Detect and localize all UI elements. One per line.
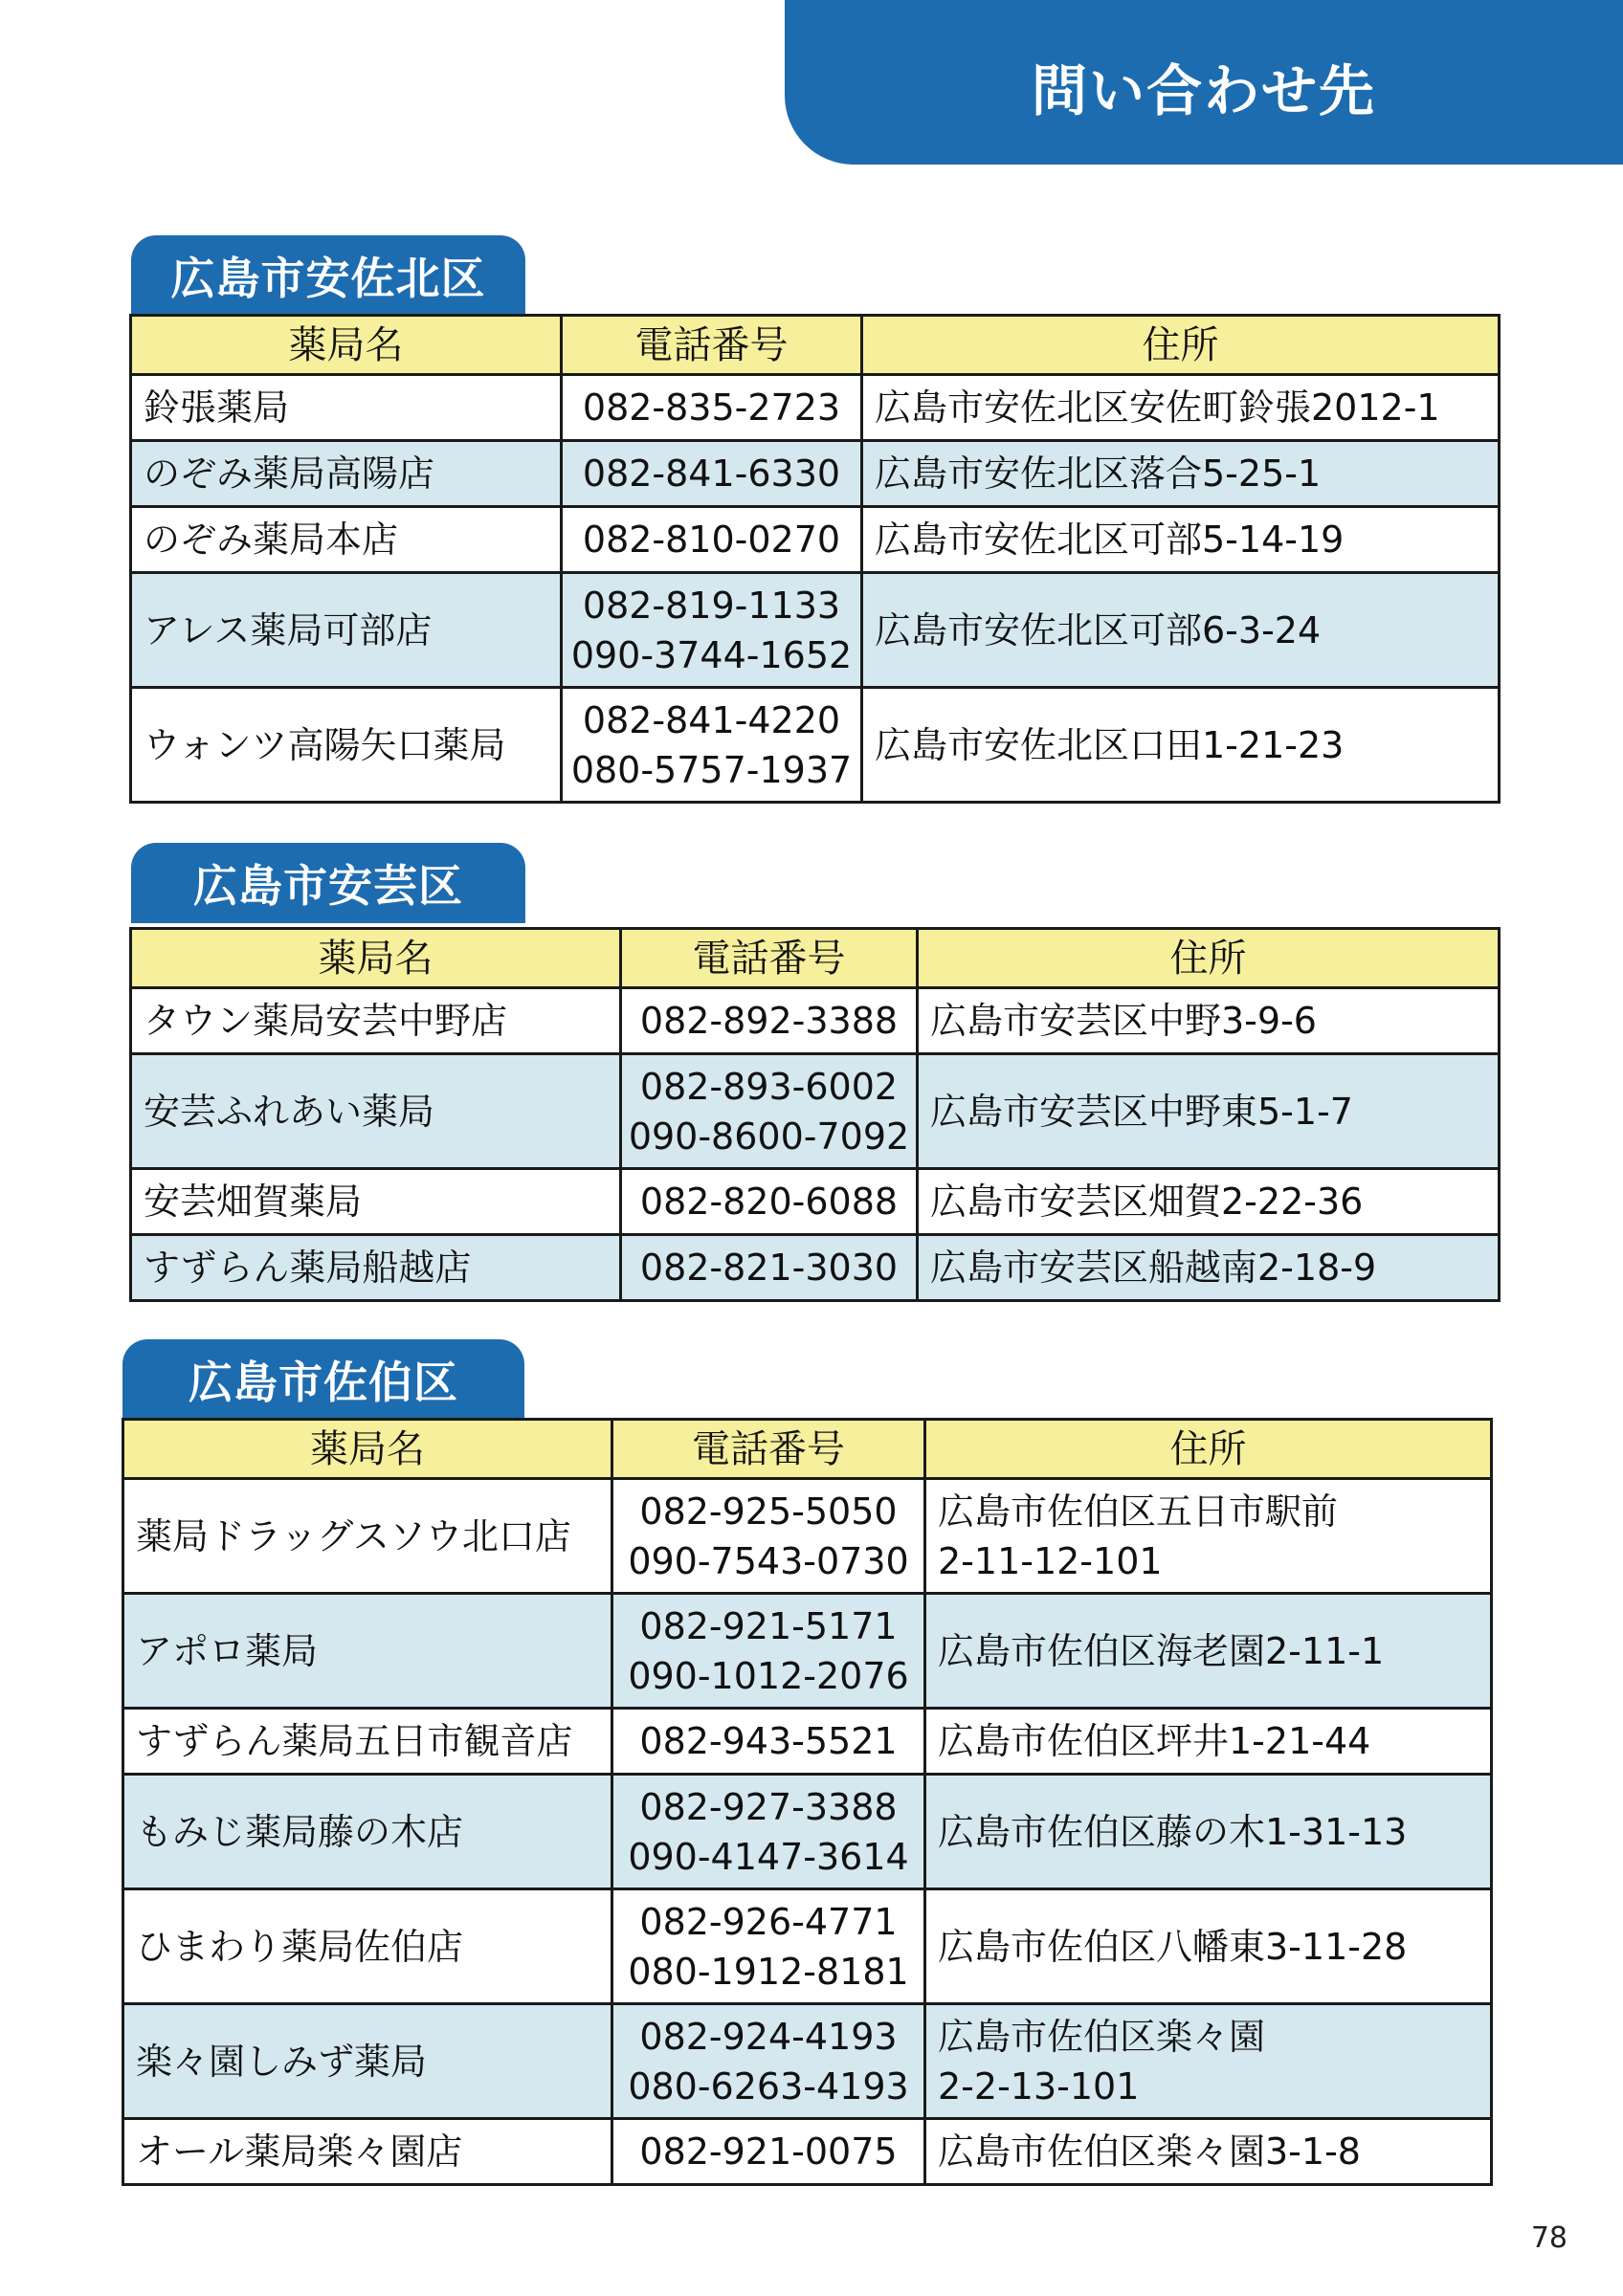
phone-number-cell — [612, 1479, 925, 1594]
phone-number: 082-893-6002 — [639, 1065, 899, 1108]
section-title-aki: 広島市安芸区 — [131, 843, 525, 923]
address-cell: 広島市安芸区中野3-9-6 — [918, 988, 1500, 1054]
phone-number: 082-820-6088 — [639, 1181, 899, 1223]
phone-number-cell — [562, 688, 862, 803]
address-cell: 広島市安芸区中野東5-1-7 — [918, 1054, 1500, 1169]
address-cell: 広島市安芸区船越南2-18-9 — [918, 1235, 1500, 1301]
pharmacy-name: すずらん薬局船越店 — [131, 1235, 621, 1301]
address-line: 広島市佐伯区五日市駅前 — [938, 1490, 1339, 1533]
phone-number-cell — [612, 1889, 925, 2004]
phone-number: 082-943-5521 — [639, 1720, 898, 1762]
column-header-phone: 電話番号 — [562, 316, 862, 375]
table-row — [123, 1479, 1492, 1594]
pharmacy-name: 安芸ふれあい薬局 — [131, 1054, 621, 1169]
phone-number: 082-921-0075 — [639, 2130, 898, 2173]
table-row — [131, 1054, 1500, 1169]
phone-number: 082-926-4771 — [639, 1900, 898, 1943]
address-cell: 広島市佐伯区八幡東3-11-28 — [925, 1889, 1492, 2004]
phone-number: 082-810-0270 — [582, 519, 841, 561]
table-row — [123, 1889, 1492, 2004]
pharmacy-name: ウォンツ高陽矢口薬局 — [131, 688, 562, 803]
pharmacy-name: 安芸畑賀薬局 — [131, 1169, 621, 1235]
phone-number-cell — [612, 2119, 925, 2185]
phone-number: 080-6263-4193 — [628, 2064, 909, 2108]
pharmacy-name: 楽々園しみず薬局 — [123, 2004, 612, 2119]
phone-number-cell — [621, 1054, 918, 1169]
phone-number-cell — [621, 1235, 918, 1301]
pharmacy-name: タウン薬局安芸中野店 — [131, 988, 621, 1054]
phone-number: 082-819-1133 — [582, 584, 841, 627]
pharmacy-name: オール薬局楽々園店 — [123, 2119, 612, 2185]
address-line: 2-11-12-101 — [938, 1539, 1163, 1582]
pharmacy-table-asakita — [129, 314, 1501, 804]
phone-number-cell — [562, 441, 862, 507]
phone-number: 090-1012-2076 — [628, 1654, 909, 1697]
column-header-address: 住所 — [862, 316, 1500, 375]
pharmacy-name: 薬局ドラッグスソウ北口店 — [123, 1479, 612, 1594]
table-row — [131, 375, 1500, 441]
address-cell: 広島市佐伯区坪井1-21-44 — [925, 1709, 1492, 1775]
pharmacy-name: アポロ薬局 — [123, 1594, 612, 1709]
table-row — [131, 988, 1500, 1054]
table-row — [123, 1594, 1492, 1709]
table-header-row — [131, 929, 1500, 988]
address-line: 広島市佐伯区楽々園 — [938, 2015, 1266, 2058]
phone-number-cell — [612, 1709, 925, 1775]
phone-number: 090-3744-1652 — [570, 633, 853, 676]
phone-number-cell — [562, 375, 862, 441]
phone-number: 082-921-5171 — [639, 1604, 898, 1647]
column-header-address: 住所 — [925, 1420, 1492, 1479]
table-header-row — [131, 316, 1500, 375]
column-header-phone: 電話番号 — [612, 1420, 925, 1479]
phone-number: 090-4147-3614 — [628, 1835, 909, 1878]
table-row — [131, 688, 1500, 803]
phone-number: 082-892-3388 — [639, 1000, 899, 1042]
table-header-row — [123, 1420, 1492, 1479]
pharmacy-name: すずらん薬局五日市観音店 — [123, 1709, 612, 1775]
table-row — [123, 2004, 1492, 2119]
phone-number: 082-821-3030 — [639, 1247, 899, 1289]
phone-number: 080-1912-8181 — [628, 1950, 909, 1993]
phone-number: 082-925-5050 — [639, 1490, 898, 1533]
page-number: 78 — [1530, 2221, 1567, 2255]
table-row — [123, 1709, 1492, 1775]
column-header-name: 薬局名 — [123, 1420, 612, 1479]
section-title-asakita: 広島市安佐北区 — [131, 235, 525, 316]
column-header-name: 薬局名 — [131, 929, 621, 988]
address-cell: 広島市佐伯区海老園2-11-1 — [925, 1594, 1492, 1709]
table-row — [123, 2119, 1492, 2185]
pharmacy-name: アレス薬局可部店 — [131, 573, 562, 688]
section-title-saeki: 広島市佐伯区 — [122, 1339, 524, 1420]
pharmacy-table-aki — [129, 927, 1501, 1302]
table-row — [131, 1235, 1500, 1301]
phone-number: 082-841-6330 — [582, 453, 841, 495]
phone-number-cell — [562, 507, 862, 573]
column-header-address: 住所 — [918, 929, 1500, 988]
phone-number: 082-841-4220 — [582, 698, 841, 741]
phone-number: 090-7543-0730 — [628, 1539, 909, 1582]
table-row — [131, 1169, 1500, 1235]
address-cell: 広島市佐伯区藤の木1-31-13 — [925, 1775, 1492, 1889]
phone-number-cell — [621, 988, 918, 1054]
address-cell: 広島市安佐北区可部5-14-19 — [862, 507, 1500, 573]
table-row — [131, 441, 1500, 507]
pharmacy-name: のぞみ薬局本店 — [131, 507, 562, 573]
pharmacy-table-saeki — [122, 1418, 1493, 2186]
column-header-phone: 電話番号 — [621, 929, 918, 988]
address-cell: 広島市安佐北区口田1-21-23 — [862, 688, 1500, 803]
address-cell: 広島市安佐北区落合5-25-1 — [862, 441, 1500, 507]
address-cell: 広島市佐伯区楽々園3-1-8 — [925, 2119, 1492, 2185]
pharmacy-name: ひまわり薬局佐伯店 — [123, 1889, 612, 2004]
table-row — [123, 1775, 1492, 1889]
phone-number-cell — [612, 1594, 925, 1709]
pharmacy-name: のぞみ薬局高陽店 — [131, 441, 562, 507]
phone-number-cell — [562, 573, 862, 688]
table-row — [131, 573, 1500, 688]
table-row — [131, 507, 1500, 573]
phone-number-cell — [612, 1775, 925, 1889]
address-cell: 広島市安芸区畑賀2-22-36 — [918, 1169, 1500, 1235]
phone-number: 082-835-2723 — [582, 386, 841, 429]
pharmacy-name: 鈴張薬局 — [131, 375, 562, 441]
phone-number: 090-8600-7092 — [628, 1115, 910, 1158]
address-cell: 広島市安佐北区安佐町鈴張2012-1 — [862, 375, 1500, 441]
pharmacy-name: もみじ薬局藤の木店 — [123, 1775, 612, 1889]
address-cell: 広島市安佐北区可部6-3-24 — [862, 573, 1500, 688]
address-cell — [925, 2004, 1492, 2119]
address-line: 2-2-13-101 — [938, 2064, 1140, 2108]
phone-number-cell — [621, 1169, 918, 1235]
page-title: 問い合わせ先 — [785, 0, 1623, 165]
phone-number: 082-927-3388 — [639, 1785, 898, 1828]
phone-number: 082-924-4193 — [639, 2015, 898, 2058]
address-cell — [925, 1479, 1492, 1594]
column-header-name: 薬局名 — [131, 316, 562, 375]
phone-number: 080-5757-1937 — [570, 748, 853, 791]
phone-number-cell — [612, 2004, 925, 2119]
